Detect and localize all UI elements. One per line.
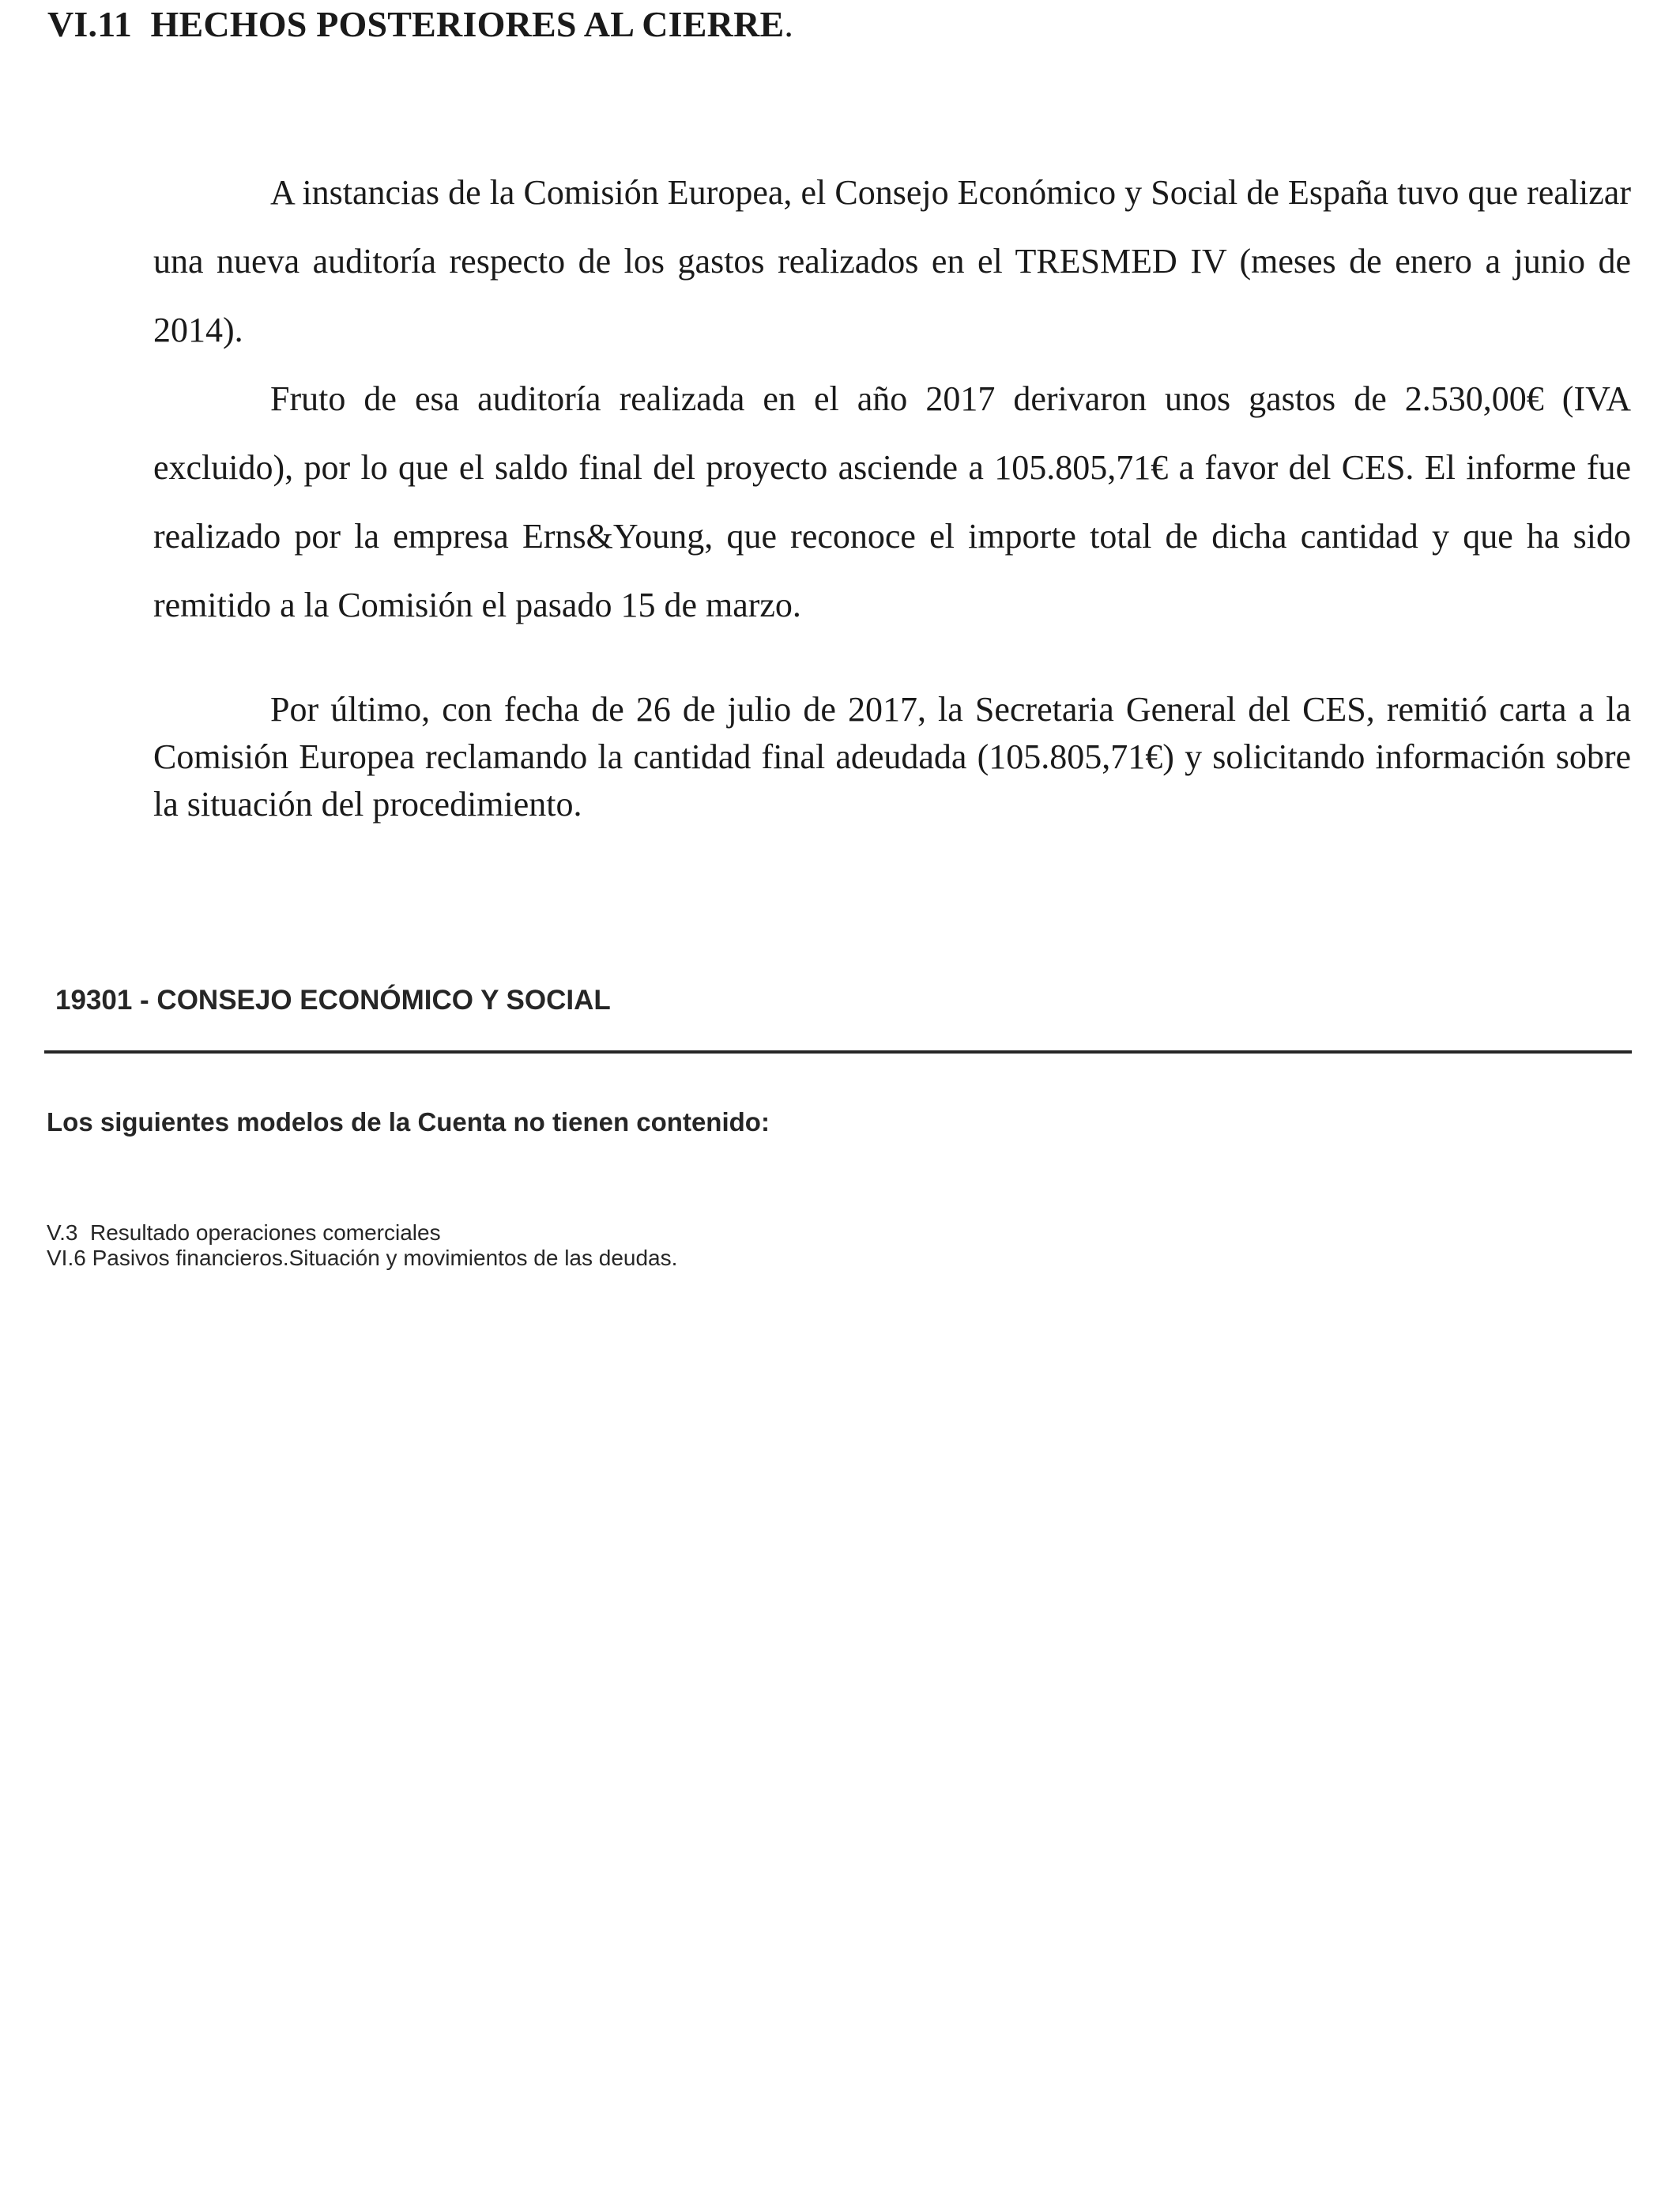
paragraph-audit-result: Fruto de esa auditoría realizada en el año 2017 derivaron unos gastos de 2.530,00€ (IVA excluido), por lo que el saldo final del proyecto asciende a 105.805,71€ a favor del CES. El informe fue realizado por la empresa Erns&Young, que reconoce el importe total de dicha cantidad y que ha sido remitido a la Comisión el pasado 15 de marzo.: [153, 379, 1631, 624]
empty-models-list: [47, 1220, 677, 1271]
list-item: VI.6 Pasivos financieros.Situación y movimientos de las deudas.: [47, 1246, 678, 1270]
section-heading: [47, 3, 793, 45]
paragraph-block-2: [153, 364, 1631, 639]
entity-title: 19301 - CONSEJO ECONÓMICO Y SOCIAL: [55, 985, 611, 1016]
section-title: HECHOS POSTERIORES AL CIERRE: [150, 4, 785, 44]
paragraph-block-3: [153, 686, 1631, 828]
list-item: V.3 Resultado operaciones comerciales: [47, 1220, 441, 1245]
divider-rule: [44, 1050, 1632, 1054]
paragraph-claim-letter: Por último, con fecha de 26 de julio de 2017, la Secretaria General del CES, remitió carta a la Comisión Europea reclamando la cantidad final adeudada (105.805,71€) y solicitando información sobre la situación del procedimiento.: [153, 690, 1631, 824]
section-heading-dot: .: [784, 4, 794, 44]
empty-models-note: Los siguientes modelos de la Cuenta no tienen contenido:: [47, 1107, 770, 1137]
paragraph-audit-request: A instancias de la Comisión Europea, el Consejo Económico y Social de España tuvo que realizar una nueva auditoría respecto de los gastos realizados en el TRESMED IV (meses de enero a junio de 2014).: [153, 173, 1631, 349]
paragraph-block-1: [153, 158, 1631, 364]
section-number: VI.11: [47, 4, 133, 44]
